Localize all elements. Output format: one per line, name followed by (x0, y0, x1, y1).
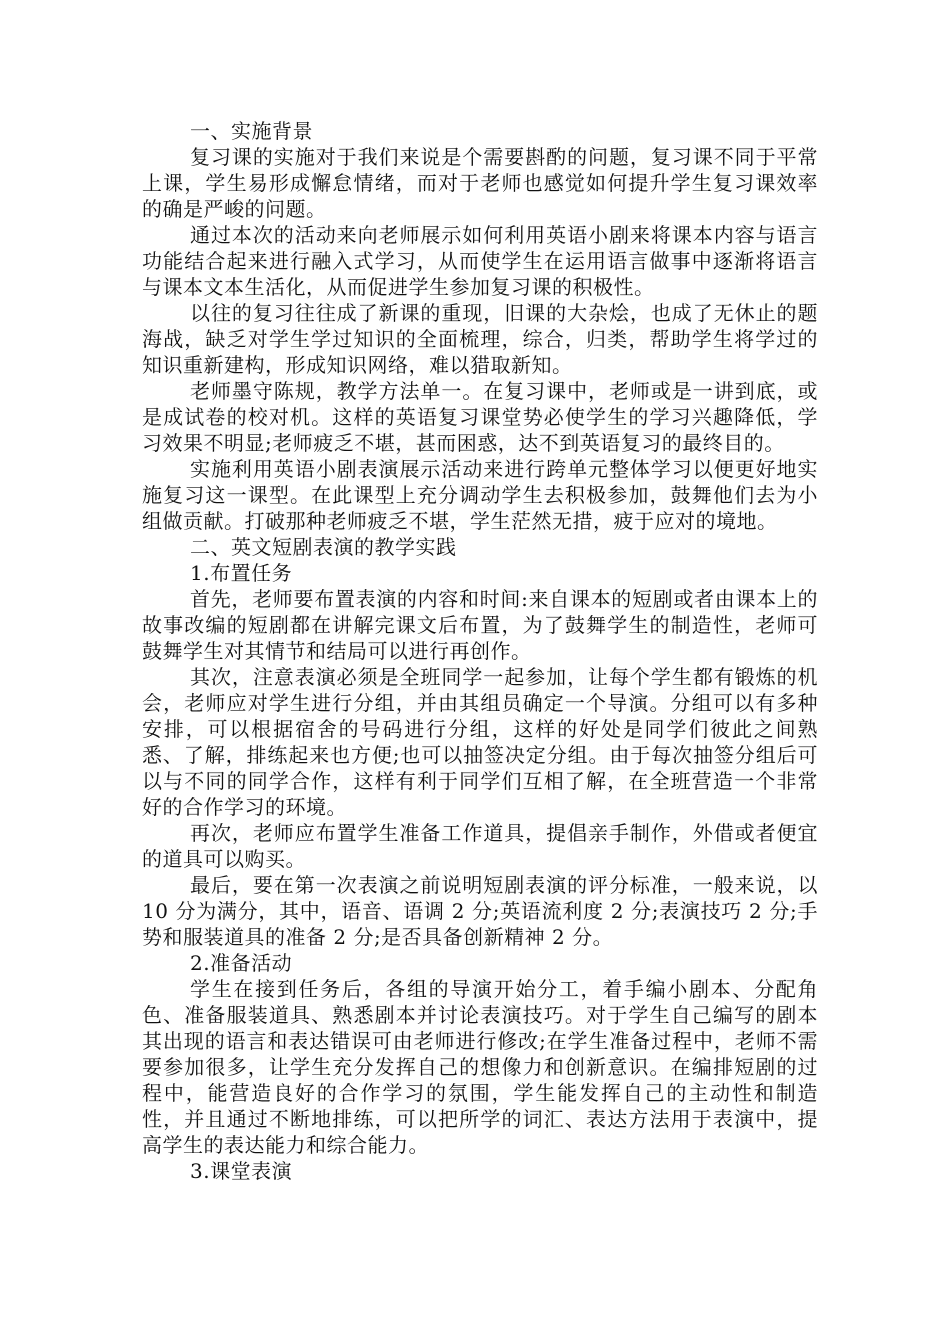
paragraph: 老师墨守陈规，教学方法单一。在复习课中，老师或是一讲到底，或是成试卷的校对机。这样的英语复习课堂势必使学生的学习兴趣降低，学习效果不明显;老师疲乏不堪，甚而困惑，达不到英语复习的最终目的。 (142, 379, 818, 455)
document-body (142, 118, 818, 1184)
subheading-assign-task: 1.布置任务 (190, 561, 293, 585)
paragraph: 再次，老师应布置学生准备工作道具，提倡亲手制作，外借或者便宜的道具可以购买。 (142, 821, 818, 871)
paragraph: 实施利用英语小剧表演展示活动来进行跨单元整体学习以便更好地实施复习这一课型。在此课型上充分调动学生去积极参加，鼓舞他们去为小组做贡献。打破那种老师疲乏不堪，学生茫然无措，疲于应对的境地。 (142, 457, 818, 533)
subheading-classroom-performance: 3.课堂表演 (190, 1159, 293, 1183)
paragraph: 其次，注意表演必须是全班同学一起参加，让每个学生都有锻炼的机会，老师应对学生进行分组，并由其组员确定一个导演。分组可以有多种安排，可以根据宿舍的号码进行分组，这样的好处是同学们彼此之间熟悉、了解，排练起来也方便;也可以抽签决定分组。由于每次抽签分组后可以与不同的同学合作，这样有利于同学们互相了解，在全班营造一个非常好的合作学习的环境。 (142, 665, 818, 819)
paragraph: 学生在接到任务后，各组的导演开始分工，着手编小剧本、分配角色、准备服装道具、熟悉剧本并讨论表演技巧。对于学生自己编写的剧本其出现的语言和表达错误可由老师进行修改;在学生准备过程中，老师不需要参加很多，让学生充分发挥自己的想像力和创新意识。在编排短剧的过程中，能营造良好的合作学习的氛围，学生能发挥自己的主动性和制造性，并且通过不断地排练，可以把所学的词汇、表达方法用于表演中，提高学生的表达能力和综合能力。 (142, 977, 818, 1157)
paragraph: 通过本次的活动来向老师展示如何利用英语小剧来将课本内容与语言功能结合起来进行融入式学习，从而使学生在运用语言做事中逐渐将语言与课本文本生活化，从而促进学生参加复习课的积极性。 (142, 223, 818, 299)
subheading-preparation: 2.准备活动 (190, 951, 293, 975)
paragraph: 首先，老师要布置表演的内容和时间:来自课本的短剧或者由课本上的故事改编的短剧都在讲解完课文后布置，为了鼓舞学生的制造性，老师可鼓舞学生对其情节和结局可以进行再创作。 (142, 587, 818, 663)
paragraph: 最后，要在第一次表演之前说明短剧表演的评分标准，一般来说，以 10 分为满分，其中，语音、语调 2 分;英语流利度 2 分;表演技巧 2 分;手势和服装道具的准备 2 分;是否具备创新精神 2 分。 (142, 873, 818, 949)
paragraph: 复习课的实施对于我们来说是个需要斟酌的问题，复习课不同于平常上课，学生易形成懈怠情绪，而对于老师也感觉如何提升学生复习课效率的确是严峻的问题。 (142, 145, 818, 221)
paragraph: 以往的复习往往成了新课的重现，旧课的大杂烩，也成了无休止的题海战，缺乏对学生学过知识的全面梳理，综合，归类，帮助学生将学过的知识重新建构，形成知识网络，难以猎取新知。 (142, 301, 818, 377)
section-heading-practice: 二、英文短剧表演的教学实践 (190, 535, 457, 559)
section-heading-background: 一、实施背景 (190, 119, 313, 143)
